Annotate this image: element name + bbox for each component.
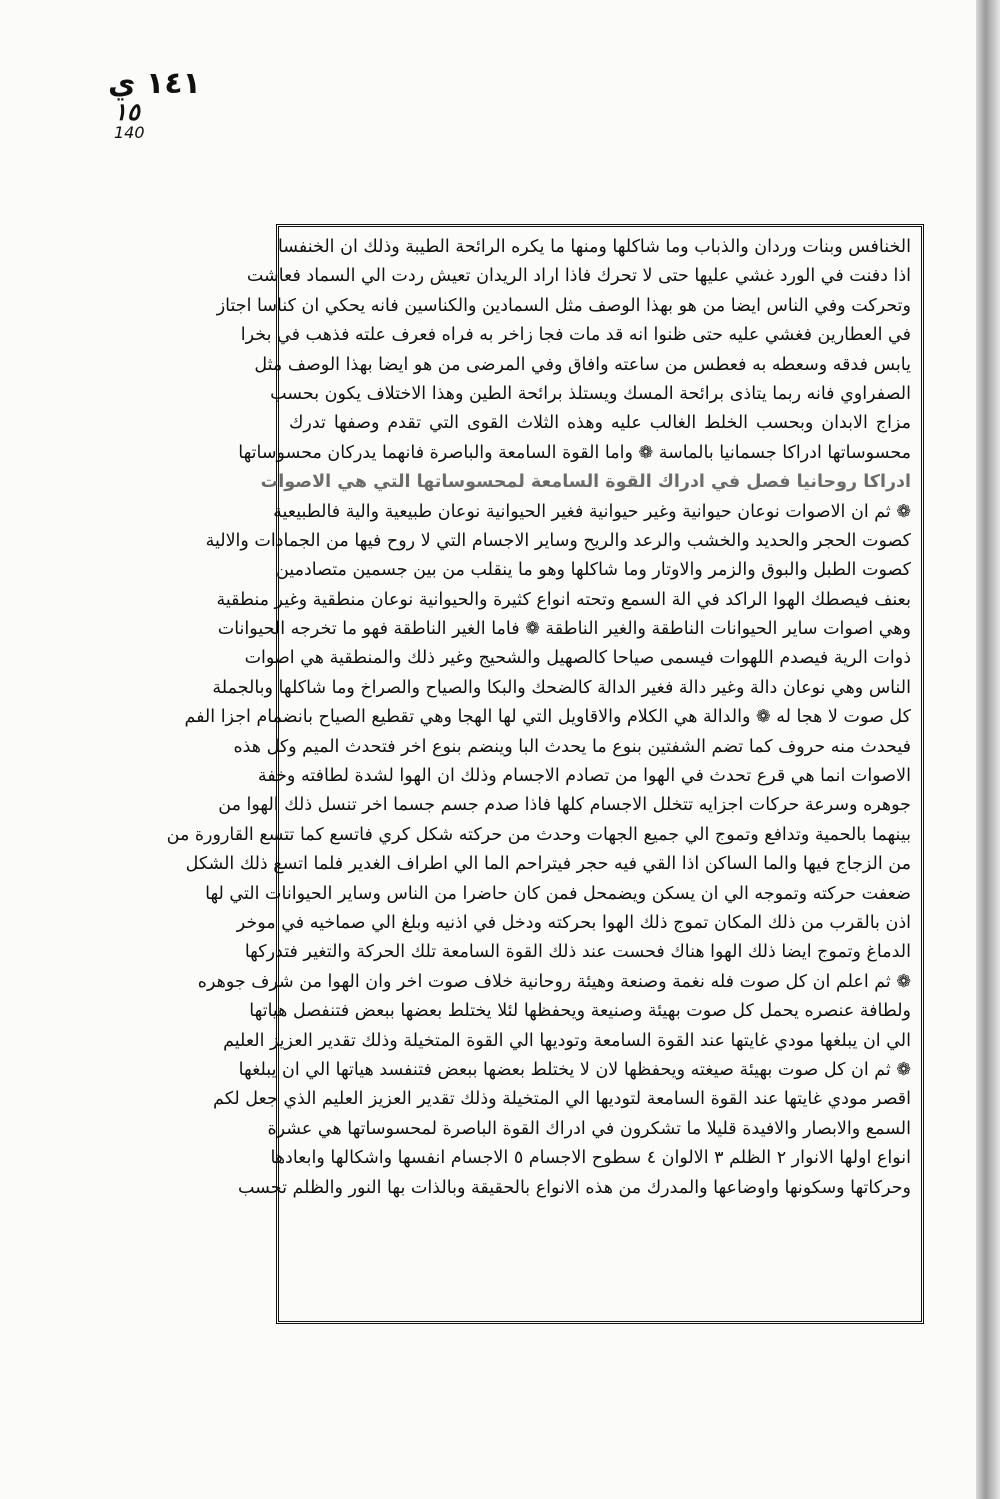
text-line: ❁ ثم ان الاصوات نوعان حيوانية وغير حيوانية فغير الحيوانية نوعان طبيعية والية فالطبيعية: [273, 501, 911, 522]
text-line: اقصر مودي غايتها عند القوة السامعة لتوديها الي المتخيلة وذلك تقدير العزيز العليم الذي جعل لكم: [213, 1089, 911, 1110]
text-line: انواع اولها الانوار ٢ الظلم ٣ الالوان ٤ سطوح الاجسام ٥ الاجسام انفسها واشكالها وابعادها: [270, 1148, 911, 1169]
text-line: بينهما بالحمية وتدافع وتموج الي جميع الجهات وحدث من حركته شكل كري فاتسع كما تتسع القارورة من: [166, 824, 911, 845]
text-block: [166, 233, 911, 1203]
text-line: وتحركت وفي الناس ايضا من هو بهذا الوصف مثل السمادين والكناسين فانه يحكي ان كناسا اجتاز: [216, 295, 911, 316]
text-line: ❁ ثم اعلم ان كل صوت فله نغمة وصنعة وهيئة روحانية خلاف صوت اخر وان الهوا من شرف جوهره: [197, 971, 911, 992]
page-edge-shadow: [976, 0, 1000, 1499]
text-line: فيحدث منه حروف كما تضم الشفتين بنوع ما يحدث البا وينضم بنوع اخر فتحدث الميم وكل هذه: [233, 736, 911, 757]
text-line: كصوت الطبل والبوق والزمر والاوتار وما شاكلها وهو ما ينقلب من بين جسمين متصادمين: [275, 560, 911, 581]
text-line: ادراكا روحانيا فصل في ادراك القوة السامعة لمحسوساتها التي هي الاصوات: [260, 472, 911, 493]
text-line: يابس فدقه وسعطه به فعطس من ساعته وافاق وفي المرضى من هو ايضا بهذا الوصف مثل: [254, 354, 911, 375]
text-block-frame: [166, 224, 924, 1324]
text-line: بعنف فيصطك الهوا الراكد في الة السمع وتحته انواع كثيرة والحيوانية نوعان منطقية وغير منطقية: [216, 589, 911, 610]
text-line: الخنافس وبنات وردان والذباب وما شاكلها ومنها ما يكره الرائحة الطيبة وذلك ان الخنفسا: [277, 237, 911, 257]
text-line: في العطارين فغشي عليه حتى ظنوا انه قد مات فجا زاخر به فراه فعرف علته فذهب في بخرا: [240, 325, 911, 346]
text-line: الدماغ وتموج ايضا ذلك الهوا هناك فحست عند ذلك القوة السامعة تلك الحركة والتغير فتدركها: [244, 942, 911, 963]
folio-number-second: [114, 97, 201, 142]
folio-number-second-text: ١٥: [114, 97, 140, 126]
text-line: الصفراوي فانه ربما يتاذى برائحة المسك ويستلذ برائحة الطين وهذا الاختلاف يكون بحسب: [270, 383, 911, 404]
text-line: جوهره وسرعة حركات اجزايه تتخلل الاجسام كلها فاذا صدم جسم جسما اخر تنسل ذلك الهوا من: [218, 795, 911, 816]
text-line: وحركاتها وسكونها واوضاعها والمدرك من هذه الانواع بالحقيقة وبالذات بها النور والظلم تحسب: [238, 1177, 911, 1198]
text-line: محسوساتها ادراكا جسمانيا بالماسة ❁ واما القوة السامعة والباصرة فانهما يدركان محسوساتها: [238, 442, 911, 463]
text-line: السمع والابصار والافيدة قليلا ما تشكرون في ادراك القوة الباصرة لمحسوساتها هي عشرة: [267, 1118, 911, 1139]
folio-number-top: ١٤١ ي: [108, 66, 201, 101]
text-line: من الزجاج فيها والما الساكن اذا القي فيه حجر فيتراحم الما الي اطراف الغدير فلما اتسع ذلك الشكل: [185, 854, 911, 875]
text-line: الناس وهي نوعان دالة وغير دالة فغير الدالة كالضحك والبكا والصياح والصراخ وما شاكلها وبالجملة: [212, 677, 911, 698]
text-line: كل صوت لا هجا له ❁ والدالة هي الكلام والاقاويل التي لها الهجا وهي تقطيع الصياح بانضمام اجزا الفم: [184, 707, 911, 728]
text-line: وهي اصوات ساير الحيوانات الناطقة والغير الناطقة ❁ فاما الغير الناطقة فهو ما تخرجه الحيوانات: [217, 619, 911, 640]
folio-number: [108, 68, 201, 141]
folio-number-third: 140: [114, 122, 145, 142]
text-line: ❁ ثم ان كل صوت بهيئة صيغته ويحفظها لان لا يختلط بعضها ببعض فتنفسد هياتها الي ان يبلغها: [238, 1059, 911, 1080]
text-line: اذا دفنت في الورد غشي عليها حتى لا تحرك فاذا اراد الريدان تعيش ردت الي السماد فعاشت: [246, 266, 911, 287]
text-line: الي ان يبلغها مودي غايتها عند القوة السامعة وتوديها الي القوة المتخيلة وذلك تقدير العزيز العليم: [223, 1030, 911, 1051]
text-line: ولطافة عنصره يحمل كل صوت بهيئة وصنيعة ويحفظها لئلا يختلط بعضها ببعض فتنفصل هياتها: [249, 1001, 911, 1022]
text-line: ذوات الرية فيصدم اللهوات فيسمى صياحا كالصهيل والشحيج وغير ذلك والمنطقية هي اصوات: [244, 648, 911, 669]
text-line: اذن بالقرب من ذلك المكان تموج ذلك الهوا بحركته ودخل في اذنيه وبلغ الي صماخيه في موخر: [236, 912, 911, 933]
text-line: ضعفت حركته وتموجه الي ان يسكن ويضمحل فمن كان حاضرا من الناس وساير الحيوانات التي لها: [205, 883, 911, 904]
text-line: مزاج الابدان وبحسب الخلط الغالب عليه وهذه الثلاث القوى التي تقدم وصفها تدرك: [289, 413, 911, 434]
text-line: الاصوات انما هي قرع تحدث في الهوا من تصادم الاجسام وذلك ان الهوا لشدة لطافته وخفة: [257, 766, 911, 787]
text-line: كصوت الحجر والحديد والخشب والرعد والريح وساير الاجسام التي لا روح فيها من الجمادات والالية: [205, 530, 911, 551]
